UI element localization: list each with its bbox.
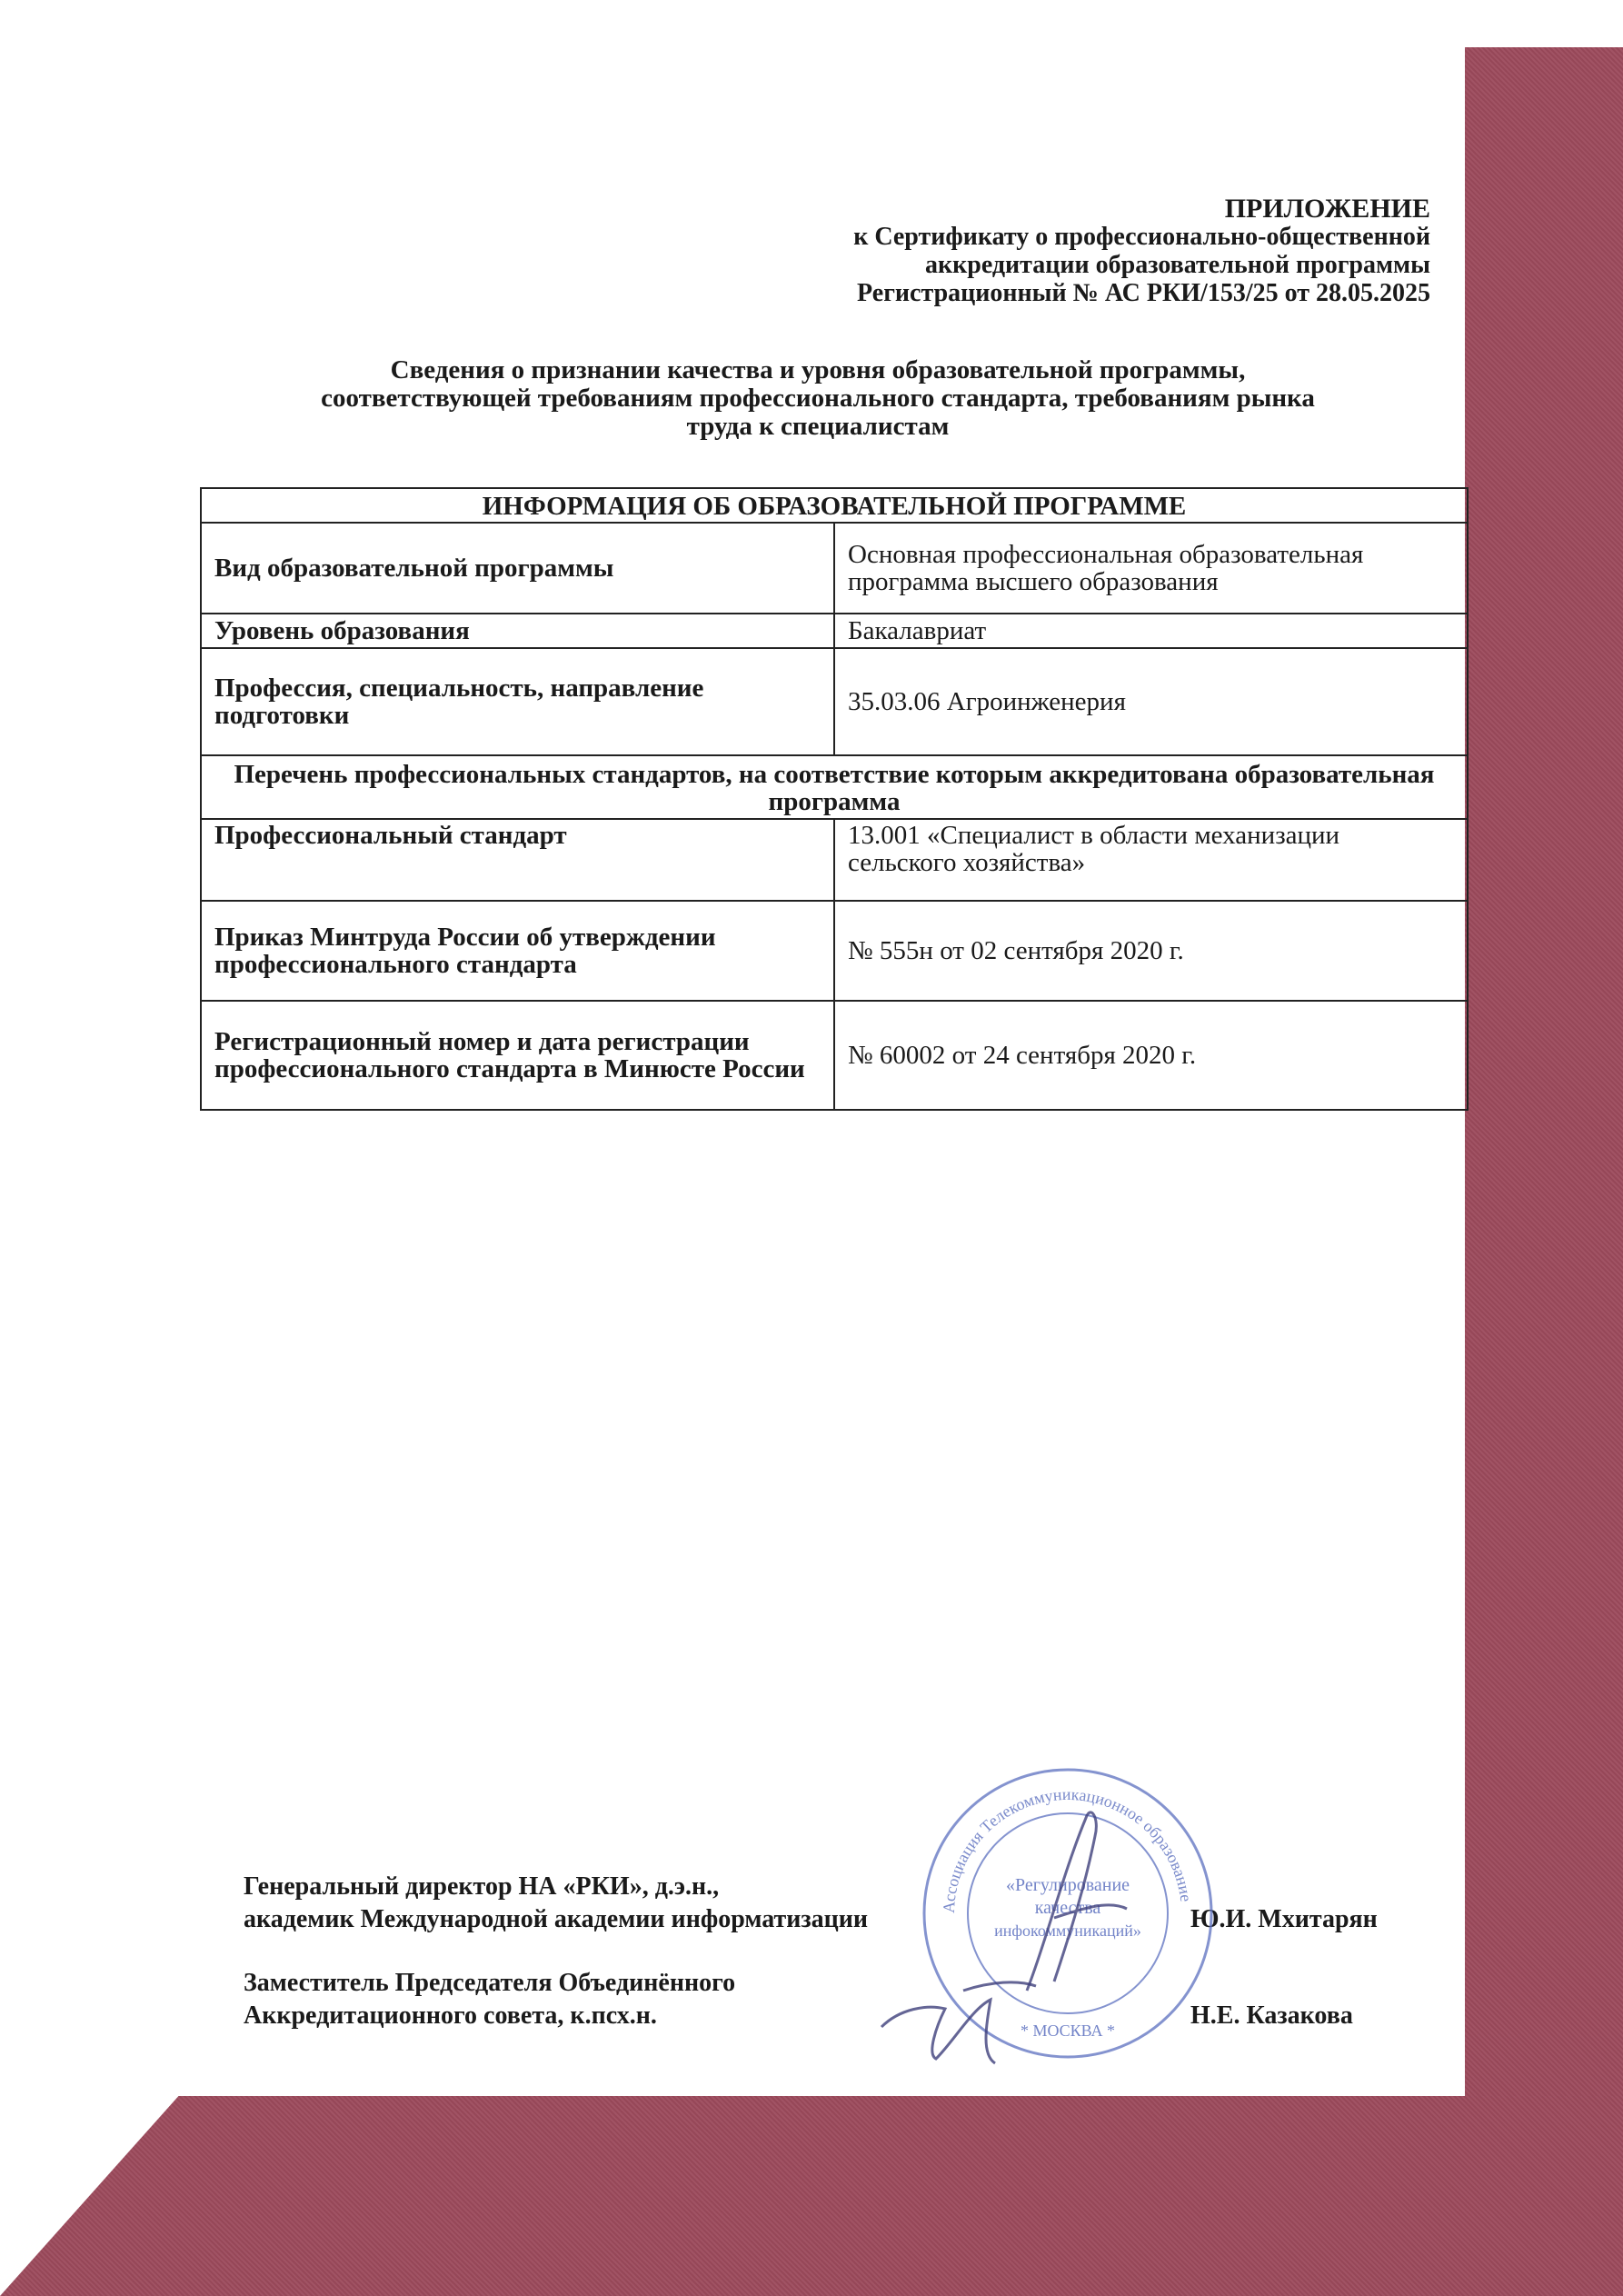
row-value-prof-standard: 13.001 «Специалист в области механизации сельского хозяйства» bbox=[834, 819, 1468, 901]
stamp-outer-text: Ассоциация Телекоммуникационное образование bbox=[939, 1784, 1196, 1914]
signature-block-deputy bbox=[244, 1967, 735, 2032]
header-line-3: Регистрационный № АС РКИ/153/25 от 28.05.2025 bbox=[857, 279, 1430, 307]
section-title-program-info: ИНФОРМАЦИЯ ОБ ОБРАЗОВАТЕЛЬНОЙ ПРОГРАММЕ bbox=[201, 488, 1468, 523]
row-label-education-level: Уровень образования bbox=[201, 614, 834, 648]
header-line-2: аккредитации образовательной программы bbox=[924, 251, 1430, 279]
document-subtitle bbox=[182, 356, 1454, 441]
row-value-education-level: Бакалавриат bbox=[834, 614, 1468, 648]
stamp-center-text-3: инфокоммуникаций» bbox=[994, 1922, 1141, 1940]
row-label-order: Приказ Минтруда России об утверждении профессионального стандарта bbox=[201, 901, 834, 1001]
program-info-table bbox=[200, 487, 1469, 1111]
subtitle-line-2: соответствующей требованиям профессионального стандарта, требованиям рынка bbox=[321, 384, 1315, 413]
subtitle-line-3: труда к специалистам bbox=[686, 412, 950, 441]
director-position-line-1: Генеральный директор НА «РКИ», д.э.н., bbox=[244, 1872, 720, 1901]
appendix-header bbox=[853, 195, 1430, 307]
row-value-registration: № 60002 от 24 сентября 2020 г. bbox=[834, 1001, 1468, 1110]
row-value-specialty: 35.03.06 Агроинженерия bbox=[834, 648, 1468, 755]
appendix-title: ПРИЛОЖЕНИЕ bbox=[1224, 194, 1430, 224]
section-title-standards: Перечень профессиональных стандартов, на соответствие которым аккредитована образовательная программа bbox=[201, 755, 1468, 819]
row-label-registration: Регистрационный номер и дата регистрации профессионального стандарта в Минюсте России bbox=[201, 1001, 834, 1110]
signature-block-director bbox=[244, 1871, 868, 1936]
header-line-1: к Сертификату о профессионально-общественной bbox=[853, 223, 1430, 251]
deputy-position-line-1: Заместитель Председателя Объединённого bbox=[244, 1969, 736, 1997]
stamp-center-text-2: качества bbox=[1034, 1898, 1101, 1918]
row-value-order: № 555н от 02 сентября 2020 г. bbox=[834, 901, 1468, 1001]
row-label-specialty: Профессия, специальность, направление подготовки bbox=[201, 648, 834, 755]
row-value-program-type: Основная профессиональная образовательная программа высшего образования bbox=[834, 523, 1468, 614]
subtitle-line-1: Сведения о признании качества и уровня образовательной программы, bbox=[390, 355, 1246, 384]
decorative-border-right bbox=[1465, 47, 1623, 2296]
deputy-position-line-2: Аккредитационного совета, к.псх.н. bbox=[244, 2002, 657, 2030]
director-position-line-2: академик Международной академии информатизации bbox=[244, 1905, 869, 1933]
row-label-prof-standard: Профессиональный стандарт bbox=[201, 819, 834, 901]
stamp-bottom-text: * МОСКВА * bbox=[1020, 2021, 1116, 2040]
deputy-name: Н.Е. Казакова bbox=[1190, 2002, 1353, 2030]
row-label-program-type: Вид образовательной программы bbox=[201, 523, 834, 614]
decorative-border-bottom bbox=[0, 2096, 1623, 2296]
stamp-center-text-1: «Регулирование bbox=[1005, 1875, 1130, 1895]
handwritten-signature bbox=[872, 1954, 1145, 2081]
director-name: Ю.И. Мхитарян bbox=[1190, 1905, 1378, 1933]
